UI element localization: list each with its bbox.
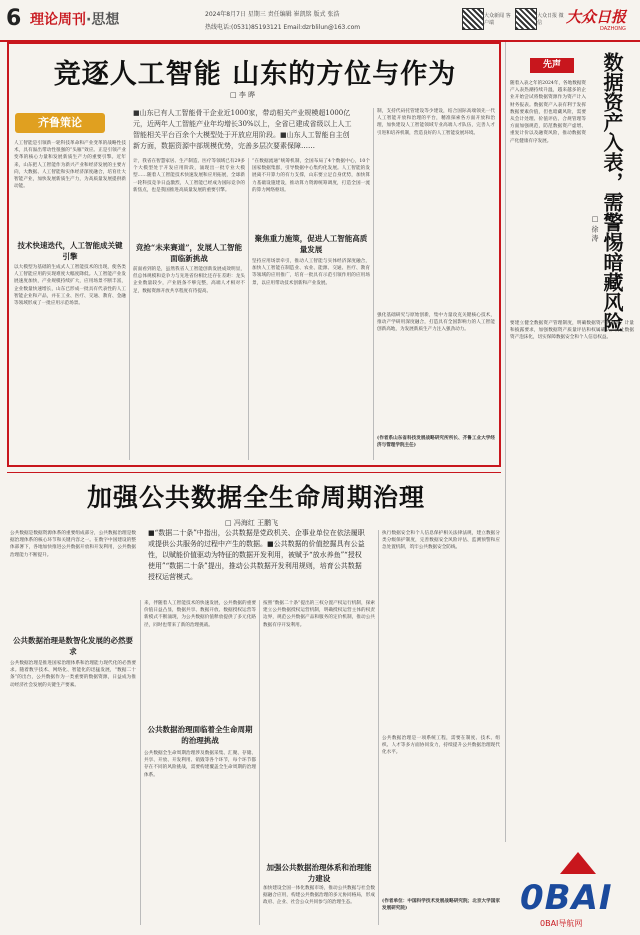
brand-logo-text: 大众日报 [566,8,627,26]
article1-paragraph: 人工智能是引领新一轮科技革命和产业变革的战略性技术，具有溢出带动性很强的“头雁”效应。正是引领产业变革的核心力量和发展新质生产力的重要引擎。近年来，山东把人工智能作为新兴产业和经济发展的主要方向，大数据、人工智能和实体经济深度融合，培育壮大智能产业，加快发展新质生产力，为高质量发展提供新动能。 [14,141,126,190]
section-title: 理论周刊·思想 [30,12,120,28]
article1-paragraph: 计，我省在智慧家居、生产制造、医疗等领域已有29多个大模型处于开发应用阶段，涌现出一批专业大模型……随着人工智能技术快速发展和应用拓展，全球新一轮科技竞争日益激烈，人工智能已经成为国际竞争的新焦点，也是我国推进高质量发展的重要引擎。 [133,159,245,193]
watermark-sub: 0BAI导航网 [540,919,583,928]
article2-paragraph: 加快建设全国一体化数据市场，推动公共数据与社会数据融合应用，构建公共数据治理的多元协同格局，形成政府、企业、社会公众共同参与的治理生态。 [263,886,375,906]
article2-subhead: 加强公共数据治理体系和治理能力建设 [266,863,372,883]
column-divider [140,600,141,925]
subsection-name: 思想 [91,12,120,28]
article2-paragraph: 来，伴随着人工智能技术的快速发展，公共数据的重要价值日益凸显，数据共享、数据开放、数据授权运营等新模式不断涌现，为公共数据价值释放提供了多元化路径，同时也带来了新的治理挑战。 [144,601,256,628]
contact-line: 热线电话:(0531)85193121 Email:dzrblilun@163.com [205,24,361,31]
article1-paragraph: “在数据流通”统筹机制，全国布局了4个数据中心，10个国家数据集群，引导数据中心集约化发展。人工智能的发展离不开算力的有力支撑，山东要立足自身优势，加快算力基础设施建设，推动算力资源统筹调度，打造全国一流的算力网络枢纽。 [252,159,370,193]
article2-footnote: (作者单位：中国科学技术发展战略研究院；北京大学国家发展研究院) [382,899,500,912]
article1-author: □ 李 晔 [230,91,256,99]
article1-subhead: 聚焦重力施策，促进人工智能高质量发展 [254,234,368,254]
sidebar-author: □ 徐 涛 [591,215,599,242]
qr-label: 大众日报 微信 [537,13,564,26]
qr-code-icon[interactable] [462,8,484,30]
sidebar-paragraph: 要建立健全数据资产管理制度，明确数据资产的确认、计量和披露要求，加强数据资产质量评估和权属确认，防止数据资产泡沫化，切实保障数据安全和个人信息权益。 [510,321,634,341]
article2-subhead: 公共数据治理面临着全生命周期的治理挑战 [147,725,253,745]
sidebar-paragraph: 随着入表之年的2024年，各地数据资产入表热潮持续升温，越来越多的企业开始尝试将数据资源作为资产计入财务报表。数据资产入表有利于发挥数据要素价值，但也暗藏风险，需要从会计处理、价值评估、合规管理等方面加强规范，防范数据资产虚增、重复计价以及融资风险，推动数据资产化健康有序发展。 [510,81,586,144]
column-divider [129,140,130,460]
article1-paragraph: 强化基础研究与原始创新，集中力量攻克关键核心技术，推动产学研用深度融合，打造具有全国影响力的人工智能创新高地，为发展新质生产力注入强劲动力。 [377,313,495,333]
article2-paragraph: 公共数据治理是一项系统工程，需要在制度、技术、组织、人才等多方面协同发力，持续提升公共数据治理现代化水平。 [382,736,500,756]
article1-paragraph: 前面看到的是，虽然我省人工智能创新发展成效明显，但总体规模和竞争力与先进省份相比还存在差距：龙头企业数量较少，产业链条不够完整，高端人才相对不足，数据资源开放共享程度有待提高。 [133,267,245,294]
column-divider [248,158,249,460]
article2-lead: ■“数据二十条”中指出，公共数据是党政机关、企事业单位在依法履职或提供公共服务的过程中产生的数据。■公共数据的价值挖掘具有公益性，以赋能价值驱动为特征的数据开发利用，被赋予“放水养鱼”“授权使用”“数据二十条”提出，推动公共数据开发利用规则，培育公共数据授权运营模式。 [148,529,365,581]
article2-paragraph: 执行数据安全和个人信息保护相关法律法规，建立数据分类分级保护制度，完善数据安全风险评估、监测预警和应急处置机制，筑牢公共数据安全防线。 [382,531,500,551]
article2-author: □ 冯海红 王鹏飞 [225,519,279,527]
watermark-logo-icon [560,852,596,874]
date-line: 2024年8月7日 星期三 责任编辑 崔凯铭 版式 张浩 [205,11,340,18]
column-divider [378,530,379,925]
article2-title: 加强公共数据全生命周期治理 [86,483,425,512]
section-separator [7,472,501,473]
article2-paragraph: 按照“数据二十条”提出的三权分置产权运行机制，探索建立公共数据授权运营机制，明确授权运营主体的权责边界，规范公共数据产品和服务的定价机制，推动公共数据有序开发利用。 [263,601,375,628]
article1-lead: ■山东已有人工智能骨干企业近1000家，带动相关产业规模超1000亿元，近两年人工智能产业年均增长30%以上，全省已建成省级以上人工智能相关平台百余个大模型处于开放应用阶段。■山东人工智能自主创新方面，数据资源中部规模优势，完善多层次要素保障…… [133,109,352,150]
sidebar-title: 数据资产入表，需警惕暗藏风险 [600,52,624,332]
article1-subhead: 技术快速迭代，人工智能成关键引擎 [17,241,123,261]
watermark-text: 0BAI [520,878,613,918]
page-number: 6 [6,6,22,31]
column-label: 齐鲁策论 [15,113,105,133]
qr-label: 大众新闻 客户端 [484,13,511,26]
sidebar-label: 先声 [530,58,574,73]
brand-sub: DAZHONG [600,26,626,32]
qr-code-icon[interactable] [515,8,537,30]
article2-paragraph: 公共数据全生命周期治理涉及数据采集、汇聚、存储、共享、开放、开发利用、销毁等各个环节，每个环节都存在不同的风险挑战，需要构建覆盖全生命周期的治理体系。 [144,751,256,778]
article2-paragraph: 公共数据是数据资源体系的重要组成部分，公共数据治理是数据治理体系的核心环节和关键内容之一。在数字中国建设的整体部署下，各地加快推进公共数据开放和开发利用，公共数据治理能力不断提升。 [10,531,136,558]
section-name: 理论周刊 [30,12,86,28]
article1-paragraph: 以大模型为基础的生成式人工智能技术的出现，使各类人工智能应用的实现难度大幅度降低。人工智能产业发展速度加快，产业规模持续扩大，应用场景不断丰富，企业数量快速增长，山东已形成一批具有代表性的人工智能企业和产品，并在工业、医疗、交通、教育、金融等领域形成了一批应用示范场景。 [14,265,126,307]
article1-paragraph: 坚持应用场景牵引，推动人工智能与实体经济深度融合，加快人工智能在制造业、农业、能源、交通、医疗、教育等领域的应用推广，培育一批具有示范引领作用的应用场景，以应用带动技术创新和产业发展。 [252,259,370,286]
article2-paragraph: 公共数据治理是推进国家治理体系和治理能力现代化的必然要求。随着数字技术、网络化、智能化的迅猛发展，“数据二十条”的出台，公共数据作为一类重要的数据资源，日益成为推动经济社会发展的关键生产要素。 [10,661,136,688]
article1-paragraph: 制，支持代码托管建设等少建设，结合国际高端领先一代人工智能开放和治理的平台，精准探索各方面开放和治理，加快建设人工智能领域专业高端人才队伍，完善人才引进和培养机制，营造良好的人工智能发展环境。 [377,109,495,136]
article1-title: 竞逐人工智能 山东的方位与作为 [53,59,457,90]
column-divider [505,42,506,842]
article2-subhead: 公共数据治理是数智化发展的必然要求 [13,636,133,656]
column-divider [373,108,374,460]
article1-footnote: (作者系山东省科技发展战略研究所所长、齐鲁工业大学经济与管理学院主任) [377,436,495,449]
column-divider [259,600,260,925]
article1-subhead: 竞抢“未来赛道”，发展人工智能面临新挑战 [135,243,243,263]
